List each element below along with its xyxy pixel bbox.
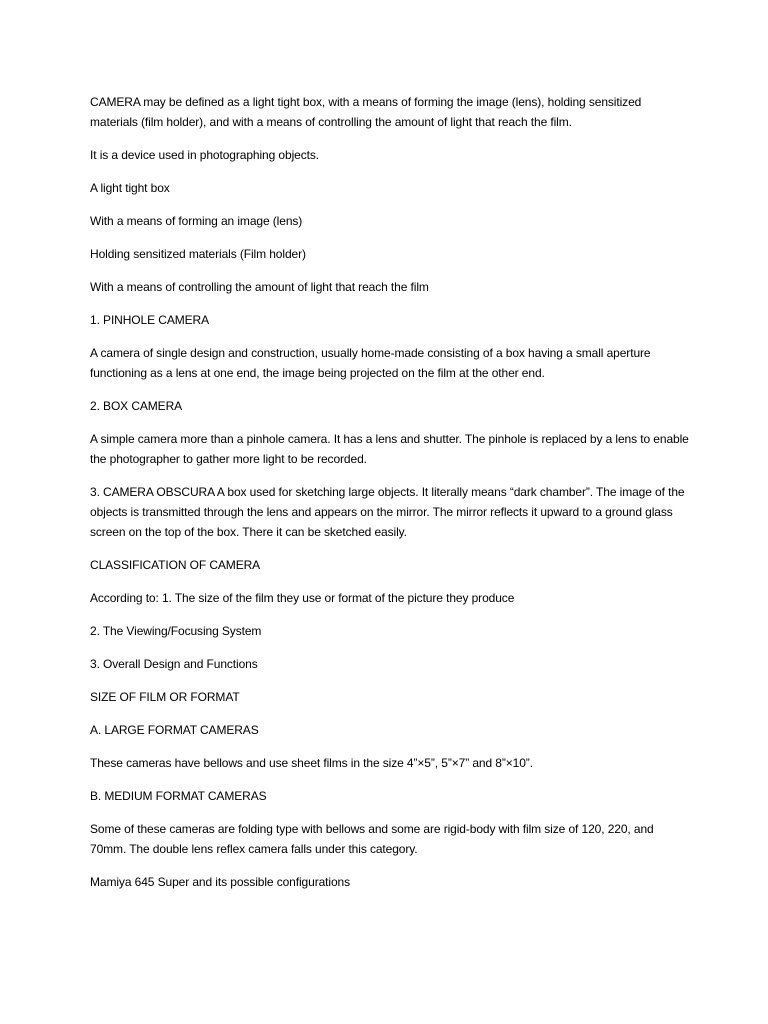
classification-item-1: According to: 1. The size of the film they use or format of the picture they produce — [90, 591, 515, 605]
feature-light-tight-box: A light tight box — [90, 181, 170, 195]
classification-item-3: 3. Overall Design and Functions — [90, 657, 258, 671]
camera-obscura-description: 3. CAMERA OBSCURA A box used for sketching large objects. It literally means “dark chamber”. The image of the objects is transmitted through the lens and appears on the mirror. The mirror reflects it upward to a ground glass screen on the top of the box. There it can be sketched easily. — [90, 485, 685, 539]
document-page — [90, 92, 690, 905]
pinhole-camera-description: A camera of single design and construction, usually home-made consisting of a box having a small aperture functioning as a lens at one end, the image being projected on the film at the other end. — [90, 346, 651, 380]
heading-large-format: A. LARGE FORMAT CAMERAS — [90, 723, 259, 737]
mamiya-caption: Mamiya 645 Super and its possible configurations — [90, 875, 351, 889]
box-camera-description: A simple camera more than a pinhole camera. It has a lens and shutter. The pinhole is replaced by a lens to enable the photographer to gather more light to be recorded. — [90, 432, 689, 466]
classification-item-2: 2. The Viewing/Focusing System — [90, 624, 262, 638]
feature-forming-image: With a means of forming an image (lens) — [90, 214, 303, 228]
feature-film-holder: Holding sensitized materials (Film holder) — [90, 247, 306, 261]
large-format-description: These cameras have bellows and use sheet films in the size 4”×5”, 5”×7” and 8”×10”. — [90, 756, 533, 770]
device-description: It is a device used in photographing objects. — [90, 148, 319, 162]
heading-pinhole-camera: 1. PINHOLE CAMERA — [90, 313, 209, 327]
heading-classification: CLASSIFICATION OF CAMERA — [90, 558, 261, 572]
definition-paragraph: CAMERA may be defined as a light tight box, with a means of forming the image (lens), holding sensitized materials (film holder), and with a means of controlling the amount of light that reach the film. — [90, 95, 642, 129]
feature-light-control: With a means of controlling the amount of light that reach the film — [90, 280, 429, 294]
medium-format-description: Some of these cameras are folding type with bellows and some are rigid-body with film size of 120, 220, and 70mm. The double lens reflex camera falls under this category. — [90, 822, 654, 856]
heading-size-of-film: SIZE OF FILM OR FORMAT — [90, 690, 240, 704]
heading-box-camera: 2. BOX CAMERA — [90, 399, 183, 413]
heading-medium-format: B. MEDIUM FORMAT CAMERAS — [90, 789, 267, 803]
